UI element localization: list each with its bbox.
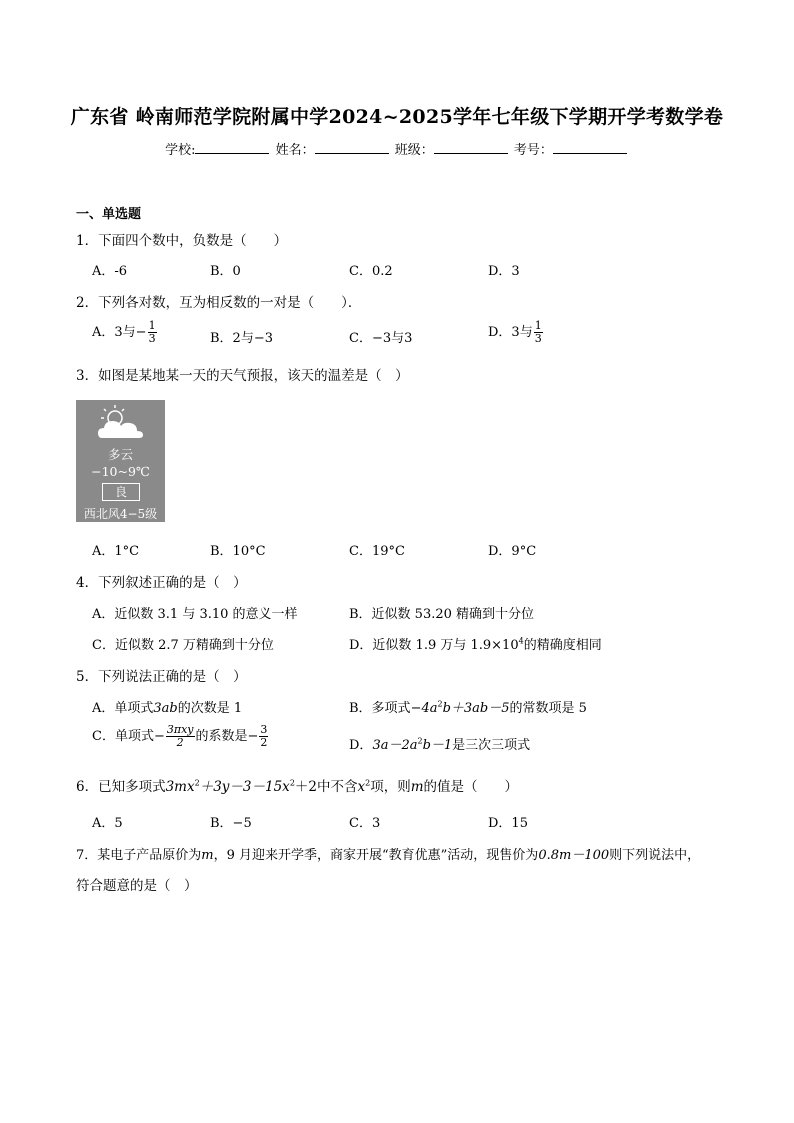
q2-option-d: D．3与 $\frac{1}{3}$: [488, 319, 542, 345]
q1-option-b: B．0: [210, 264, 241, 279]
fraction: $\frac{1}{3}$: [534, 319, 542, 345]
question-1-stem: 1．下面四个数中，负数是（ ）: [76, 233, 288, 249]
q5-option-c: C．单项式− $\frac{\text{3πxy}}{2}$ 的系数是− $\frac{3}{2}$: [92, 723, 268, 749]
q3-option-b: B．10°C: [210, 544, 266, 559]
weather-temperature: −10~9℃: [91, 464, 150, 479]
class-blank: [434, 141, 508, 154]
fraction: $\frac{3}{2}$: [260, 723, 268, 749]
q6-option-b: B．−5: [210, 816, 252, 831]
q1-option-d: D．3: [488, 264, 520, 279]
q2-option-b: B．2与−3: [210, 331, 273, 346]
q4-option-b: B．近似数 53.20 精确到十分位: [349, 607, 535, 622]
name-blank: [315, 141, 389, 154]
q2-option-a: A．3与− $\frac{1}{3}$: [92, 319, 156, 345]
question-5-stem: 5．下列说法正确的是（ ）: [76, 669, 247, 685]
question-2-stem: 2．下列各对数，互为相反数的一对是（ ）．: [76, 295, 362, 311]
question-7-stem-line1: 7．某电子产品原价为m，9 月迎来开学季，商家开展“教育优惠”活动，现售价为0.8m－100则下列说法中，: [76, 848, 701, 863]
question-6-stem: 6．已知多项式$3mx^2+3y-3-15x^2+2$中不含$x^2$项，则m的值是（ ）: [76, 778, 519, 795]
name-label: 姓名：: [275, 143, 315, 158]
section-heading: 一、单选题: [76, 207, 142, 222]
q3-option-d: D．9°C: [488, 544, 537, 559]
q6-option-c: C．3: [349, 816, 381, 831]
q2-option-c: C．−3与3: [349, 331, 413, 346]
cloud-sun-icon: [96, 404, 146, 442]
exam-number-label: 考号：: [513, 143, 553, 158]
q6-option-a: A．5: [92, 816, 123, 831]
q3-option-c: C．19°C: [349, 544, 405, 559]
question-4-stem: 4．下列叙述正确的是（ ）: [76, 575, 247, 591]
q5-option-b: B．多项式$-4a^2b+3ab-5$的常数项是 5: [349, 699, 587, 716]
exam-number-blank: [553, 141, 627, 154]
school-blank: [195, 141, 269, 154]
q1-option-a: A．-6: [92, 264, 128, 279]
q6-option-d: D．15: [488, 816, 528, 831]
question-3-stem: 3．如图是某地某一天的天气预报，该天的温差是（ ）: [76, 368, 409, 384]
school-label: 学校:: [165, 143, 196, 158]
fraction: $\frac{1}{3}$: [148, 319, 156, 345]
q3-option-a: A．1°C: [92, 544, 140, 559]
question-7-stem-line2: 符合题意的是（ ）: [76, 878, 198, 894]
page-title: 广东省 岭南师范学院附属中学2024~2025学年七年级下学期开学考数学卷: [70, 106, 724, 128]
weather-wind: 西北风4−5级: [83, 507, 158, 521]
student-info-line: [0, 139, 794, 158]
q4-option-c: C．近似数 2.7 万精确到十分位: [92, 638, 274, 653]
fraction: $\frac{\text{3πxy}}{2}$: [166, 723, 194, 749]
weather-condition: 多云: [107, 447, 133, 462]
weather-forecast-image: [76, 400, 165, 522]
q5-option-d: D．$3a-2a^2b-1$是三次三项式: [349, 736, 531, 753]
q1-option-c: C．0.2: [349, 264, 393, 279]
q5-option-a: A．单项式3ab的次数是 1: [92, 701, 243, 716]
q4-option-a: A．近似数 3.1 与 3.10 的意义一样: [92, 607, 298, 622]
q4-option-d: D．近似数 1.9 万与 $1.9\times 10^4$的精确度相同: [349, 636, 602, 653]
class-label: 班级：: [394, 143, 434, 158]
air-quality-badge: 良: [102, 483, 140, 501]
